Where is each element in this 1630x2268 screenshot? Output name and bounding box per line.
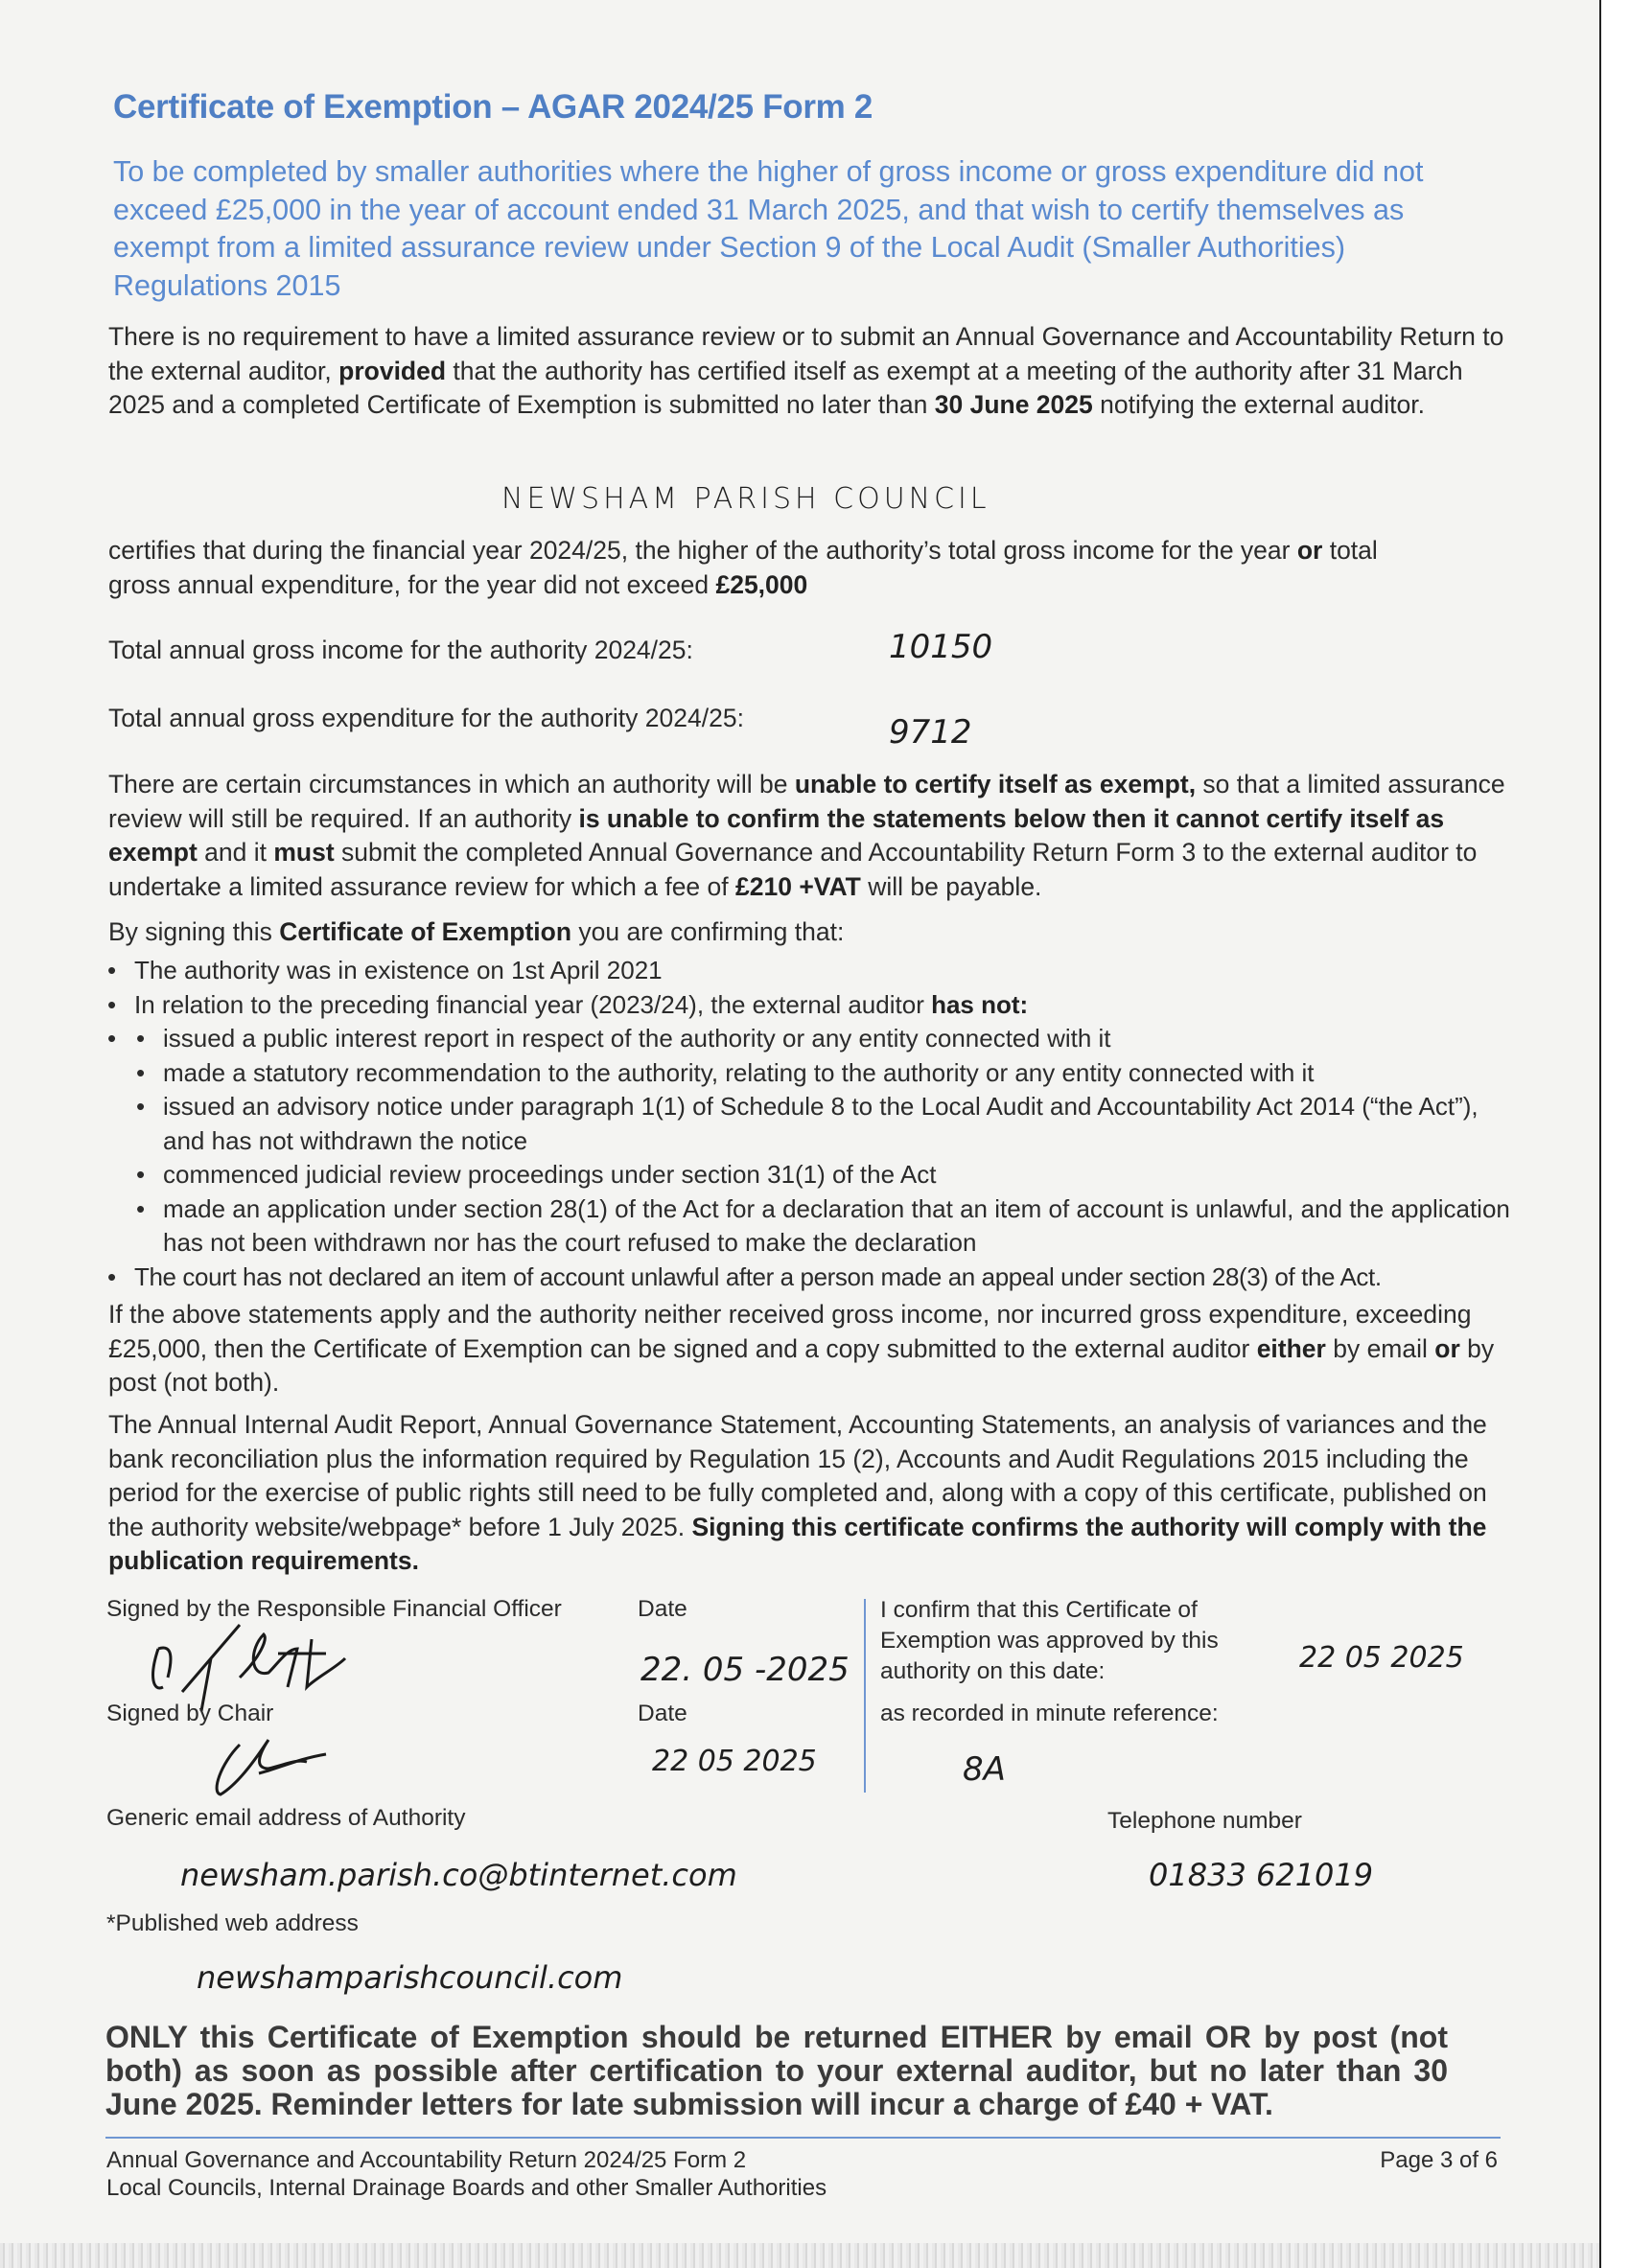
page-title: Certificate of Exemption – AGAR 2024/25 Form 2 bbox=[113, 88, 873, 126]
bold-text: or bbox=[1434, 1333, 1460, 1363]
minute-reference[interactable]: 8A bbox=[963, 1750, 1006, 1789]
rfo-date[interactable]: 22. 05 -2025 bbox=[640, 1651, 850, 1689]
text-run: total gross annual expenditure, for the year did not exceed bbox=[108, 536, 1378, 599]
if-above-paragraph bbox=[108, 1298, 1508, 1400]
bold-text: either bbox=[1256, 1333, 1326, 1363]
circumstances-paragraph bbox=[108, 768, 1508, 904]
sub-list-item: • commenced judicial review proceedings under section 31(1) of the Act bbox=[134, 1158, 1515, 1192]
authority-name-handwritten[interactable]: NEWSHAM PARISH COUNCIL bbox=[501, 482, 990, 516]
text-run: In relation to the preceding financial year (2023/24), the external auditor bbox=[134, 989, 932, 1019]
expenditure-value[interactable]: 9712 bbox=[889, 713, 972, 752]
text-run: and it bbox=[197, 838, 274, 867]
expenditure-label: Total annual gross expenditure for the authority 2024/25: bbox=[108, 704, 744, 732]
chair-signature[interactable] bbox=[201, 1725, 412, 1802]
by-signing-text bbox=[108, 915, 1508, 950]
sub-list-item: • made a statutory recommendation to the authority, relating to the authority or any entity connected with it bbox=[134, 1056, 1515, 1091]
sub-list-item: • issued an advisory notice under paragraph 1(1) of Schedule 8 to the Local Audit and Accountability Act 2014 (“the Act”), and has not withdrawn the notice bbox=[134, 1090, 1515, 1158]
publication-paragraph bbox=[108, 1408, 1508, 1579]
bold-text: £210 +VAT bbox=[735, 871, 861, 901]
email-label: Generic email address of Authority bbox=[106, 1805, 466, 1831]
bold-text: must bbox=[273, 838, 335, 867]
text-run: so that a limited assurance review will still be required. If an authority bbox=[108, 770, 1505, 833]
text-run: you are confirming that: bbox=[571, 917, 845, 946]
list-item: • The court has not declared an item of account unlawful after a person made an appeal under section 28(3) of the Act. bbox=[105, 1261, 1515, 1295]
bold-text: or bbox=[1296, 536, 1323, 565]
web-address-value[interactable]: newshamparishcouncil.com bbox=[197, 1959, 623, 1996]
chair-signature-label: Signed by Chair bbox=[106, 1701, 274, 1726]
text-run: by email bbox=[1325, 1333, 1435, 1363]
page-number: Page 3 of 6 bbox=[1380, 2147, 1498, 2173]
scan-artifact bbox=[0, 2243, 1599, 2268]
bold-text: 30 June 2025 bbox=[934, 390, 1093, 419]
chair-date[interactable]: 22 05 2025 bbox=[652, 1745, 817, 1778]
text-run: The Annual Internal Audit Report, Annual Governance Statement, Accounting Statements, an analysis of variances and the bank reconciliation plus the information required by Regulation 15 (2), Accounts and Audit Regulations 2015 including the period for the exercise of public rights still need to be fully completed and, along with a copy of this certificate, published on the authority website/webpage* before 1 July 2025. bbox=[108, 1410, 1487, 1541]
divider bbox=[864, 1599, 866, 1793]
list-item bbox=[105, 988, 1515, 1023]
subtitle: To be completed by smaller authorities where the higher of gross income or gross expenditure did not exceed £25,000 in the year of account ended 31 March 2025, and that wish to certify themselves as exempt from a limited assurance review under Section 9 of the Local Audit (Smaller Authorities) Regulations 2015 bbox=[113, 155, 1424, 302]
list-item: • The authority was in existence on 1st April 2021 bbox=[105, 954, 1515, 988]
text-run: notifying the external auditor. bbox=[1092, 390, 1425, 419]
text-run: that the authority has certified itself as exempt at a meeting of the authority after 31 March 2025 and a completed Certificate of Exemption is submitted no later than bbox=[108, 356, 1463, 419]
text-run: by post (not both). bbox=[108, 1333, 1495, 1397]
intro-paragraph bbox=[108, 320, 1508, 423]
confirmation-list bbox=[105, 954, 1515, 1294]
bold-text: is unable to confirm the statements below then it cannot certify itself as exempt bbox=[108, 803, 1445, 867]
footer bbox=[106, 2146, 827, 2202]
income-value[interactable]: 10150 bbox=[889, 628, 993, 666]
bold-text: has not: bbox=[931, 989, 1029, 1019]
text-run: will be payable. bbox=[860, 871, 1042, 901]
text-run: There are certain circumstances in which an authority will be bbox=[108, 770, 795, 798]
minute-reference-label: as recorded in minute reference: bbox=[880, 1701, 1219, 1726]
email-value[interactable]: newsham.parish.co@btinternet.com bbox=[180, 1857, 737, 1893]
scan-edge bbox=[1599, 0, 1630, 2268]
certifies-paragraph bbox=[108, 534, 1393, 602]
income-label: Total annual gross income for the authority 2024/25: bbox=[108, 636, 693, 664]
footer-line-2: Local Councils, Internal Drainage Boards and other Smaller Authorities bbox=[106, 2175, 827, 2201]
approval-confirm-label: I confirm that this Certificate of Exemption was approved by this authority on this date: bbox=[880, 1597, 1219, 1684]
rfo-date-label: Date bbox=[638, 1596, 687, 1622]
bold-text: unable to certify itself as exempt, bbox=[794, 770, 1197, 798]
phone-label: Telephone number bbox=[1107, 1808, 1302, 1834]
bold-text: Certificate of Exemption bbox=[279, 917, 572, 946]
footer-line-1: Annual Governance and Accountability Return 2024/25 Form 2 bbox=[106, 2147, 747, 2173]
bold-text: provided bbox=[338, 356, 447, 385]
sub-list-item: • • issued a public interest report in respect of the authority or any entity connected with it bbox=[134, 1022, 1515, 1056]
text-run: There is no requirement to have a limited assurance review or to submit an Annual Governance and Accountability Return to the external auditor, bbox=[108, 322, 1504, 385]
sub-list-item: • made an application under section 28(1) of the Act for a declaration that an item of account is unlawful, and the application has not been withdrawn nor has the court refused to make the declaration bbox=[134, 1192, 1515, 1261]
rfo-signature-label: Signed by the Responsible Financial Officer bbox=[106, 1596, 562, 1622]
text-run: If the above statements apply and the authority neither received gross income, nor incurred gross expenditure, exceeding £25,000, then the Certificate of Exemption can be signed and a copy submitted to the external auditor bbox=[108, 1300, 1472, 1363]
auditor-has-not-list bbox=[105, 1022, 1515, 1261]
bold-text: Signing this certificate confirms the authority will comply with the publication requirements. bbox=[108, 1512, 1487, 1575]
web-address-label: *Published web address bbox=[106, 1910, 359, 1936]
footer-rule bbox=[105, 2137, 1501, 2139]
return-notice: ONLY this Certificate of Exemption should be returned EITHER by email OR by post (not both) as soon as possible after certification to your external auditor, but no later than 30 June 2025. Reminder letters for late submission will incur a charge of £40 + VAT. bbox=[105, 2020, 1448, 2121]
approval-date[interactable]: 22 05 2025 bbox=[1299, 1641, 1464, 1675]
bold-text: £25,000 bbox=[715, 569, 808, 599]
text-run: submit the completed Annual Governance and Accountability Return Form 3 to the external auditor to undertake a limited assurance review for which a fee of bbox=[108, 838, 1478, 901]
phone-value[interactable]: 01833 621019 bbox=[1149, 1857, 1374, 1893]
chair-date-label: Date bbox=[638, 1701, 687, 1726]
text-run: By signing this bbox=[108, 917, 280, 946]
text-run: certifies that during the financial year 2024/25, the higher of the authority’s total gross income for the year bbox=[108, 536, 1297, 565]
